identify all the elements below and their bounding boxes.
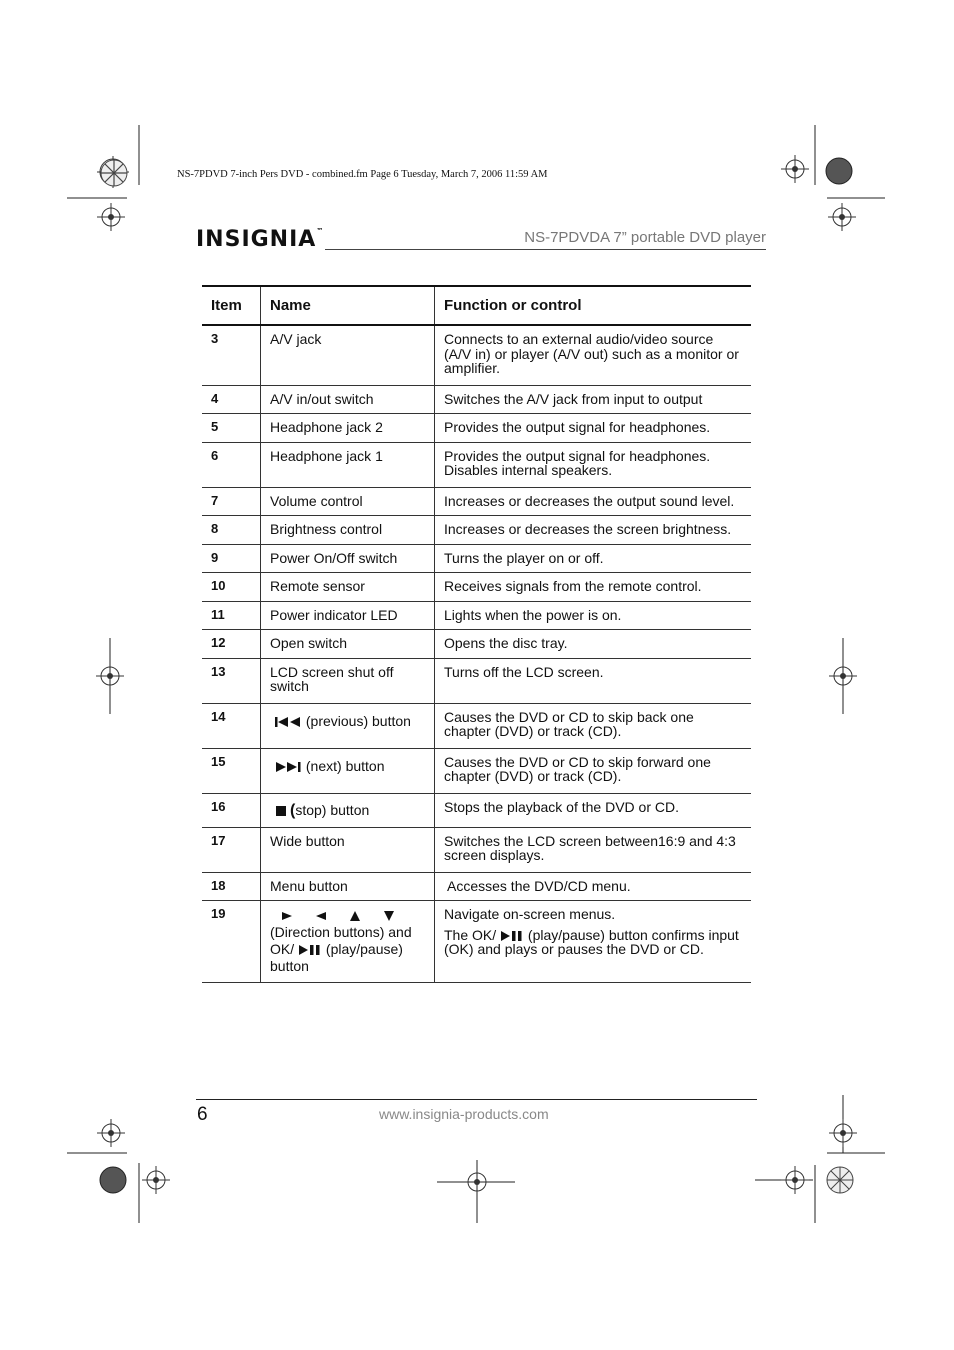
table-row bbox=[202, 325, 751, 385]
table-row bbox=[202, 901, 751, 983]
table-row bbox=[202, 487, 751, 516]
header-rule bbox=[325, 249, 766, 250]
item-number: 9 bbox=[202, 544, 261, 573]
play-pause-icon bbox=[298, 944, 322, 956]
color-wheel-icon bbox=[99, 158, 129, 188]
next-icon bbox=[274, 761, 302, 773]
item-name: Menu button bbox=[261, 872, 435, 901]
item-number: 11 bbox=[202, 601, 261, 630]
function-ok-label: The OK/ bbox=[444, 926, 497, 943]
play-pause-icon bbox=[500, 930, 524, 942]
table-row bbox=[202, 544, 751, 573]
item-name: Brightness control bbox=[261, 516, 435, 545]
header-title: NS-7PDVDA 7” portable DVD player bbox=[524, 229, 766, 246]
table-row bbox=[202, 872, 751, 901]
down-arrow-icon bbox=[382, 910, 396, 922]
item-function: Provides the output signal for headphones. Disables internal speakers. bbox=[435, 442, 752, 487]
item-name: Power On/Off switch bbox=[261, 544, 435, 573]
item-function: Increases or decreases the screen brightness. bbox=[435, 516, 752, 545]
item-name: Headphone jack 1 bbox=[261, 442, 435, 487]
page-number: 6 bbox=[197, 1104, 208, 1125]
item-number: 19 bbox=[202, 901, 261, 983]
item-name: Volume control bbox=[261, 487, 435, 516]
controls-table bbox=[202, 285, 751, 983]
function-after: (play/pause) button confirms input (OK) and plays or pauses the DVD or CD. bbox=[444, 926, 739, 957]
footer-rule bbox=[196, 1099, 757, 1100]
table-row bbox=[202, 414, 751, 443]
ok-label: OK/ bbox=[270, 941, 295, 957]
item-number: 12 bbox=[202, 630, 261, 659]
item-number: 7 bbox=[202, 487, 261, 516]
insignia-logo bbox=[196, 227, 323, 252]
previous-icon bbox=[274, 716, 302, 728]
logo-trademark: ™ bbox=[316, 227, 324, 235]
registration-mark-icon bbox=[755, 1095, 890, 1225]
item-number: 8 bbox=[202, 516, 261, 545]
table-row bbox=[202, 516, 751, 545]
item-number: 14 bbox=[202, 703, 261, 748]
table-row bbox=[202, 793, 751, 827]
item-number: 17 bbox=[202, 827, 261, 872]
item-name: (previous) button bbox=[305, 712, 411, 729]
table-row bbox=[202, 630, 751, 659]
header-item: Item bbox=[202, 286, 261, 325]
table-row bbox=[202, 827, 751, 872]
registration-mark-icon bbox=[755, 125, 890, 255]
direction-icons bbox=[270, 907, 425, 924]
registration-mark-icon bbox=[95, 638, 125, 718]
table-header-row bbox=[202, 286, 751, 325]
item-number: 13 bbox=[202, 658, 261, 703]
item-number: 15 bbox=[202, 748, 261, 793]
up-arrow-icon bbox=[348, 910, 362, 922]
right-arrow-icon bbox=[280, 910, 294, 922]
item-function: Stops the playback of the DVD or CD. bbox=[435, 793, 752, 827]
item-function: Turns the player on or off. bbox=[435, 544, 752, 573]
item-name: A/V jack bbox=[261, 325, 435, 385]
item-number: 4 bbox=[202, 385, 261, 414]
item-function: Lights when the power is on. bbox=[435, 601, 752, 630]
item-number: 18 bbox=[202, 872, 261, 901]
item-function: Connects to an external audio/video source (A/V in) or player (A/V out) such as a monitor or amplifier. bbox=[435, 325, 752, 385]
stop-paren: ( bbox=[290, 801, 296, 819]
item-name: (Direction buttons) and bbox=[270, 924, 412, 940]
item-function: Accesses the DVD/CD menu. bbox=[435, 872, 752, 901]
item-function-cell bbox=[435, 901, 752, 983]
registration-mark-icon bbox=[828, 638, 858, 718]
item-name: A/V in/out switch bbox=[261, 385, 435, 414]
item-name: (next) button bbox=[305, 757, 385, 774]
file-slug-line: NS-7PDVD 7-inch Pers DVD - combined.fm Page 6 Tuesday, March 7, 2006 11:59 AM bbox=[177, 169, 548, 180]
item-function: Causes the DVD or CD to skip forward one chapter (DVD) or track (CD). bbox=[435, 748, 752, 793]
table-row bbox=[202, 573, 751, 602]
item-function: Causes the DVD or CD to skip back one chapter (DVD) or track (CD). bbox=[435, 703, 752, 748]
item-name: stop) button bbox=[295, 801, 370, 818]
item-number: 10 bbox=[202, 573, 261, 602]
item-name: Headphone jack 2 bbox=[261, 414, 435, 443]
footer-url: www.insignia-products.com bbox=[379, 1106, 549, 1122]
item-name: Remote sensor bbox=[261, 573, 435, 602]
item-name-after: (play/pause) button bbox=[270, 941, 403, 974]
logo-text: INSIGNIA bbox=[196, 227, 317, 252]
registration-mark-icon bbox=[437, 1160, 517, 1225]
item-name: LCD screen shut off switch bbox=[261, 658, 435, 703]
table-row bbox=[202, 658, 751, 703]
item-name: Wide button bbox=[261, 827, 435, 872]
stop-icon bbox=[274, 805, 290, 817]
header-function: Function or control bbox=[435, 286, 752, 325]
item-function: Receives signals from the remote control. bbox=[435, 573, 752, 602]
table-row bbox=[202, 703, 751, 748]
item-function: Navigate on-screen menus. bbox=[444, 906, 616, 922]
item-number: 6 bbox=[202, 442, 261, 487]
item-name-cell bbox=[261, 748, 435, 793]
item-number: 16 bbox=[202, 793, 261, 827]
item-function: Opens the disc tray. bbox=[435, 630, 752, 659]
item-function: Switches the A/V jack from input to output bbox=[435, 385, 752, 414]
item-function: Increases or decreases the output sound level. bbox=[435, 487, 752, 516]
table-row bbox=[202, 385, 751, 414]
item-name-cell bbox=[261, 901, 435, 983]
item-function: Provides the output signal for headphones. bbox=[435, 414, 752, 443]
registration-mark-icon bbox=[67, 1095, 197, 1225]
table-row bbox=[202, 442, 751, 487]
header-name: Name bbox=[261, 286, 435, 325]
left-arrow-icon bbox=[314, 910, 328, 922]
item-name: Open switch bbox=[261, 630, 435, 659]
registration-mark-icon bbox=[67, 125, 157, 255]
item-number: 3 bbox=[202, 325, 261, 385]
item-name: Power indicator LED bbox=[261, 601, 435, 630]
item-name-cell bbox=[261, 793, 435, 827]
table-row bbox=[202, 601, 751, 630]
item-name-cell bbox=[261, 703, 435, 748]
item-function: Turns off the LCD screen. bbox=[435, 658, 752, 703]
item-number: 5 bbox=[202, 414, 261, 443]
item-function: Switches the LCD screen between16:9 and 4:3 screen displays. bbox=[435, 827, 752, 872]
table-row bbox=[202, 748, 751, 793]
